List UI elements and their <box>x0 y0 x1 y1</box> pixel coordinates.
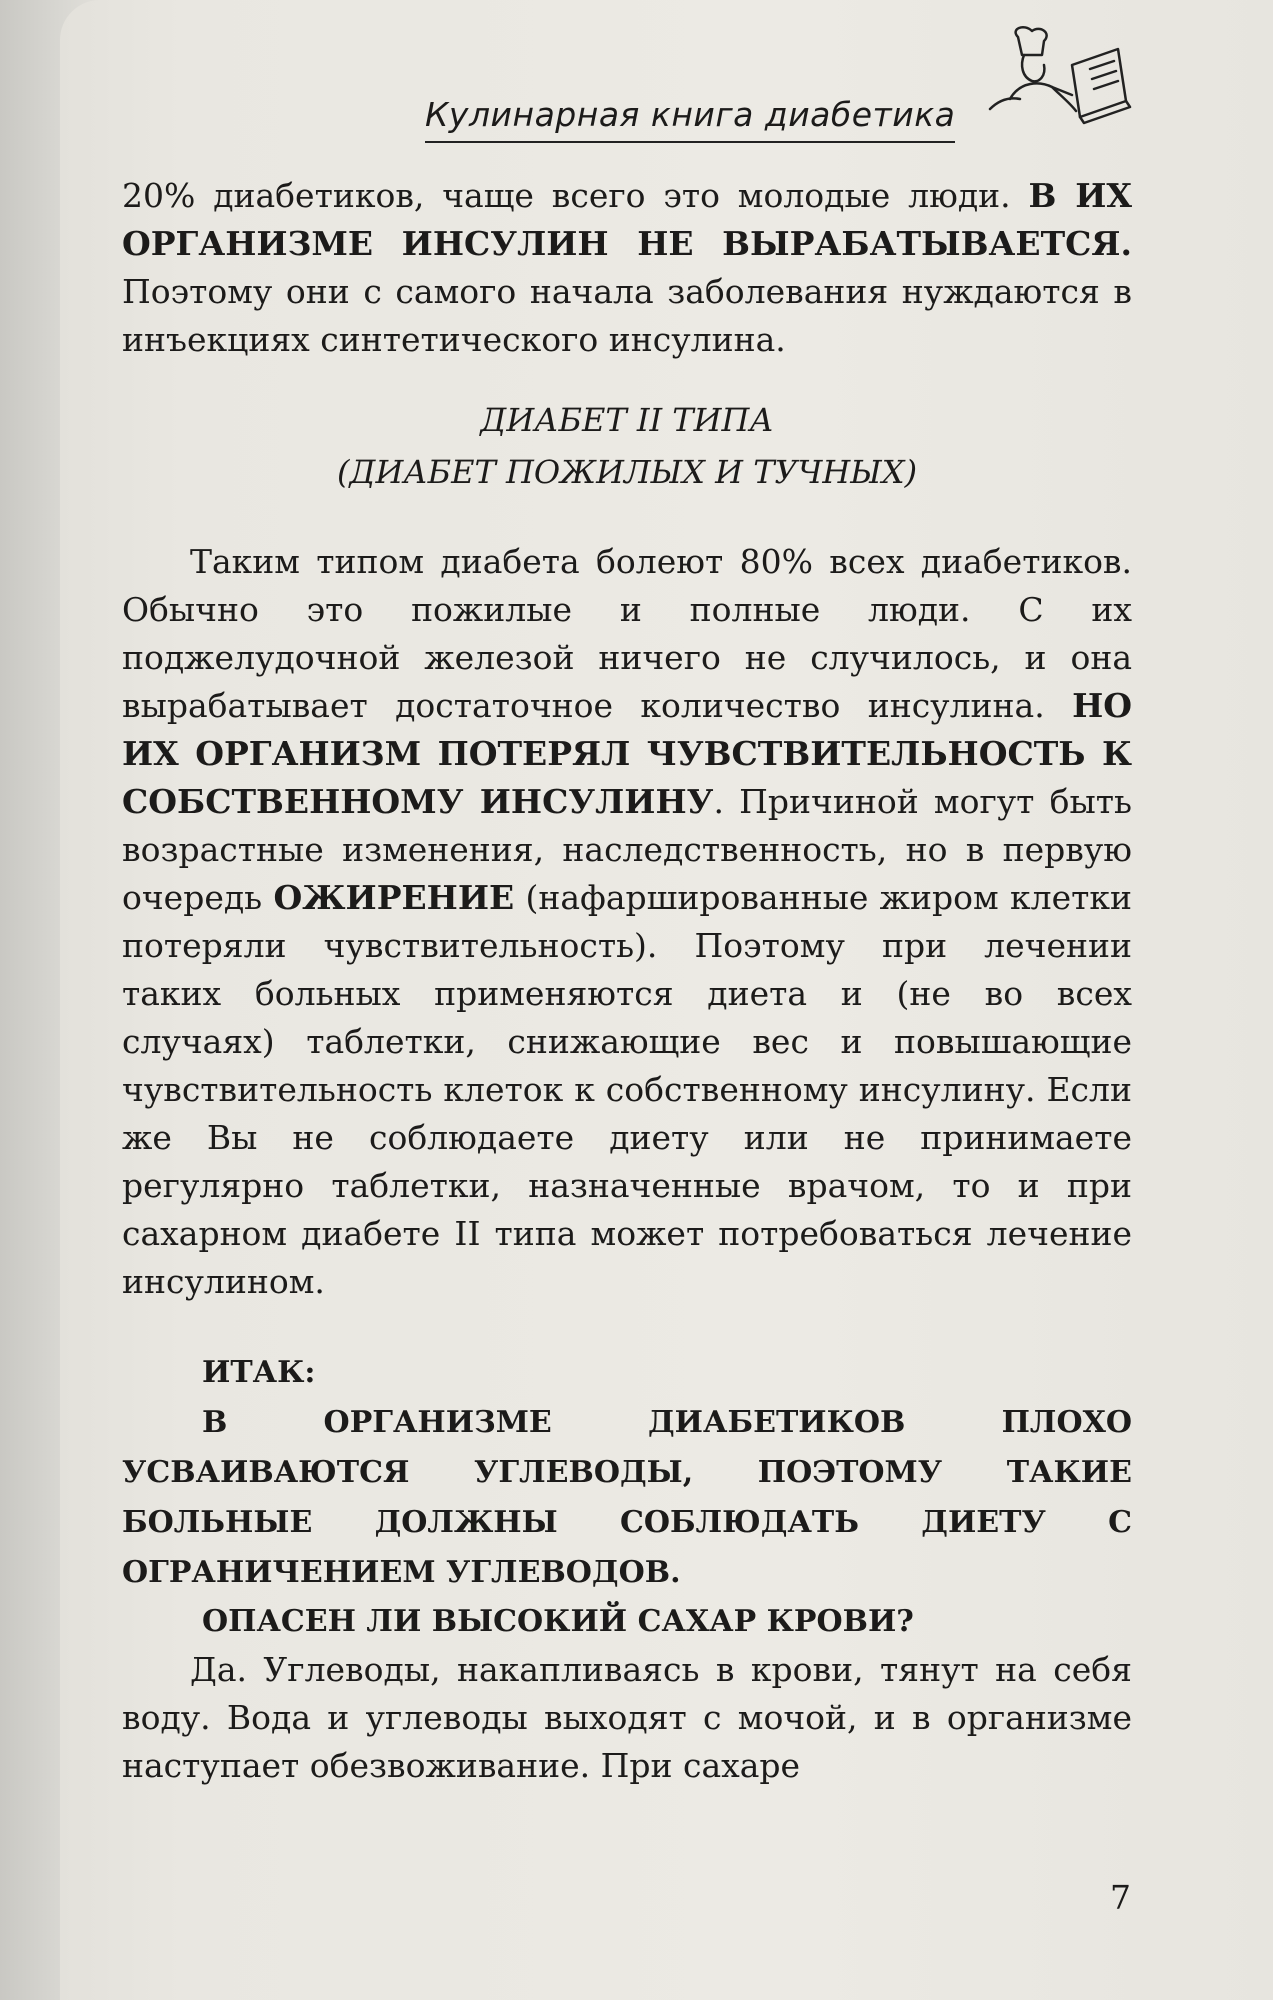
running-header <box>425 85 955 145</box>
paragraph-type2 <box>122 538 1132 1306</box>
answer-paragraph: Да. Углеводы, накапливаясь в крови, тянут на себя воду. Вода и углеводы выходят с мочой, и в организме наступает обезвоживание. При сахаре <box>122 1650 1132 1785</box>
paragraph-text: . Причиной могут быть возрастные изменения, наследственность, но в первую очередь <box>122 782 1132 917</box>
section-heading-line-1: ДИАБЕТ II ТИПА <box>480 401 774 439</box>
question-heading: ОПАСЕН ЛИ ВЫСОКИЙ САХАР КРОВИ? <box>202 1604 914 1639</box>
body-text <box>122 172 1132 1790</box>
emphasis-text: ОЖИРЕНИЕ <box>273 878 515 917</box>
running-header-title: Кулинарная книга диабетика <box>425 95 956 134</box>
emphasis-text: В ИХ ОРГАНИЗМЕ ИНСУЛИН НЕ ВЫРАБАТЫВАЕТСЯ. <box>122 176 1132 263</box>
paragraph-text: Таким типом диабета болеют 80% всех диабетиков. Обычно это пожилые и полные люди. С их поджелудочной железой ничего не случилось, и она вырабатывает достаточное количество инсулина. <box>122 542 1132 725</box>
paragraph-text: Поэтому они с самого начала заболевания нуждаются в инъекциях синтетического инсулина. <box>122 272 1132 359</box>
section-heading-line-2: (ДИАБЕТ ПОЖИЛЫХ И ТУЧНЫХ) <box>336 453 918 491</box>
page-number: 7 <box>1110 1878 1131 1917</box>
paragraph-text: (нафаршированные жиром клетки потеряли чувствительность). Поэтому при лечении таких больных применяются диета и (не во всех случаях) таблетки, снижающие вес и повышающие чувствительность клеток к собственному инсулину. Если же Вы не соблюдаете диету или не принимаете регулярно таблетки, назначенные врачом, то и при сахарном диабете II типа может потребоваться лечение инсулином. <box>122 878 1132 1301</box>
paragraph-text: 20% диабетиков, чаще всего это молодые люди. <box>122 176 1029 215</box>
summary-label: ИТАК: <box>202 1355 316 1390</box>
section-heading <box>122 394 1132 498</box>
header-rule <box>425 141 955 143</box>
paragraph-type1 <box>122 172 1132 364</box>
chef-with-book-icon <box>980 25 1140 135</box>
summary-text: В ОРГАНИЗМЕ ДИАБЕТИКОВ ПЛОХО УСВАИВАЮТСЯ УГЛЕВОДЫ, ПОЭТОМУ ТАКИЕ БОЛЬНЫЕ ДОЛЖНЫ СОБЛЮДАТЬ ДИЕТУ С ОГРАНИЧЕНИЕМ УГЛЕВОДОВ. <box>122 1405 1132 1590</box>
emphasis-text: НО ИХ ОРГАНИЗМ ПОТЕРЯЛ ЧУВСТВИТЕЛЬНОСТЬ К СОБСТВЕННОМУ ИНСУЛИНУ <box>122 686 1132 821</box>
